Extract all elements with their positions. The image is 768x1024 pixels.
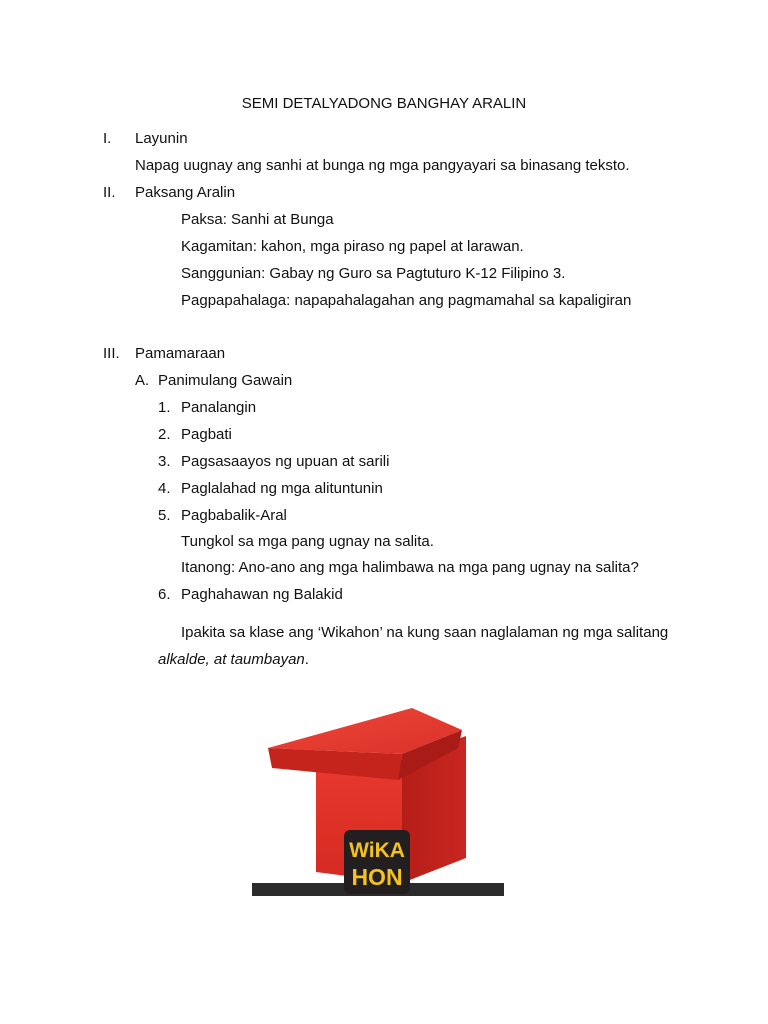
logo-text-line2: HON xyxy=(351,864,403,890)
step-number: 2. xyxy=(158,426,171,443)
section-heading-pamamaraan: Pamamaraan xyxy=(135,345,226,362)
step-label: Pagbati xyxy=(181,426,232,443)
step-label: Panalangin xyxy=(181,399,257,416)
section-numeral-1: I. xyxy=(103,130,112,147)
section-text-layunin: Napag uugnay ang sanhi at bunga ng mga pangyayari sa binasang teksto. xyxy=(135,157,630,174)
logo-text-line1: WiKA xyxy=(349,839,405,862)
step-number: 4. xyxy=(158,480,171,497)
wikahon-paragraph-line-1: Ipakita sa klase ang ‘Wikahon’ na kung saan naglalaman ng mga salitang xyxy=(181,624,669,641)
wikahon-logo xyxy=(344,830,410,894)
step-label: Pagsasaayos ng upuan at sarili xyxy=(181,453,390,470)
section-heading-layunin: Layunin xyxy=(135,130,188,147)
wikahon-paragraph-line-2 xyxy=(158,651,309,669)
section-numeral-3: III. xyxy=(103,345,120,362)
step-label: Paghahawan ng Balakid xyxy=(181,586,343,603)
review-line: Itanong: Ano-ano ang mga halimbawa na mga pang ugnay na salita? xyxy=(181,559,639,576)
kagamitan-item: Kagamitan: kahon, mga piraso ng papel at larawan. xyxy=(181,238,524,255)
section-heading-paksang-aralin: Paksang Aralin xyxy=(135,184,236,201)
review-line: Tungkol sa mga pang ugnay na salita. xyxy=(181,533,434,550)
paksa-item: Paksa: Sanhi at Bunga xyxy=(181,211,334,228)
step-label: Paglalahad ng mga alituntunin xyxy=(181,480,383,497)
red-box-illustration xyxy=(252,690,504,896)
sanggunian-item: Sanggunian: Gabay ng Guro sa Pagtuturo K-12 Filipino 3. xyxy=(181,265,566,282)
wikahon-box-image xyxy=(252,690,504,896)
step-number: 1. xyxy=(158,399,171,416)
step-number: 6. xyxy=(158,586,171,603)
step-number: 3. xyxy=(158,453,171,470)
step-label: Pagbabalik-Aral xyxy=(181,507,287,524)
document-title: SEMI DETALYADONG BANGHAY ARALIN xyxy=(241,95,527,112)
step-number: 5. xyxy=(158,507,171,524)
pagpapahalaga-item: Pagpapahalaga: napapahalagahan ang pagmamahal sa kapaligiran xyxy=(181,292,632,309)
section-numeral-2: II. xyxy=(103,184,116,201)
italic-words: alkalde, at taumbayan xyxy=(158,651,305,668)
sub-heading-panimulang-gawain: Panimulang Gawain xyxy=(158,372,293,389)
paragraph-end: . xyxy=(304,651,309,668)
sub-letter-a: A. xyxy=(135,372,150,389)
